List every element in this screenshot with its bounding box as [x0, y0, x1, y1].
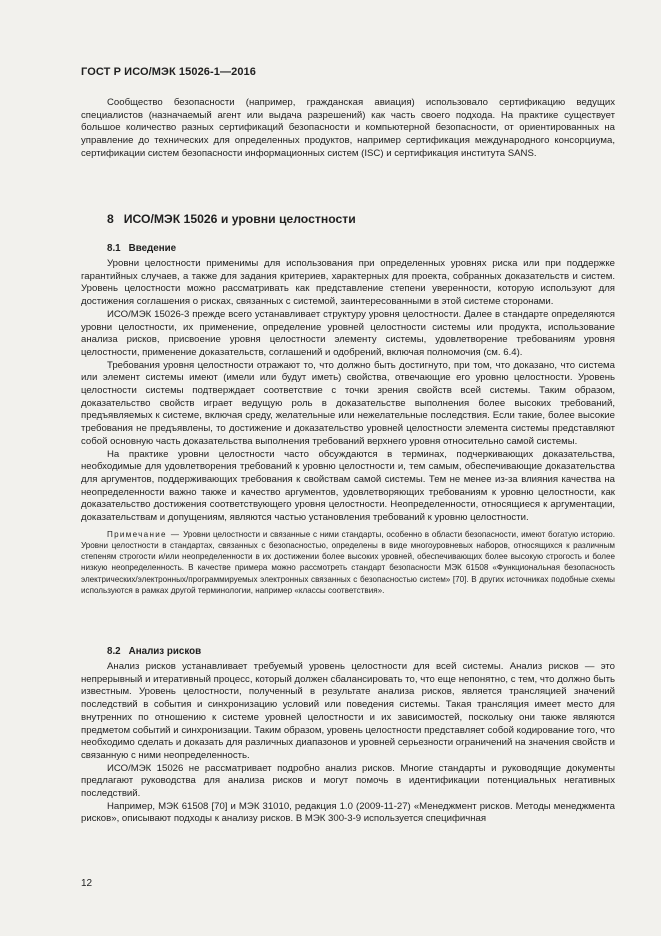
note-label: Примечание —	[107, 529, 181, 539]
section-8-2-number: 8.2	[107, 646, 121, 657]
page-number: 12	[81, 878, 93, 889]
note-text: Уровни целостности и связанные с ними стандарты, особенно в области безопасности, имеют богатую историю. Уровни целостности в стандартах, связанных с безопасностью, определены в виде многоуровневых наборов, относящихся к различным степеням строгости и/или неопределенности в их достижении более высоких уровней, обеспечивающих более высокую строгость и более низкую неопределенность. В качестве примера можно рассмотреть стандарт безопасности МЭК 61508 «Функциональная безопасность электрических/электронных/программируемых электронных связанных с безопасностью систем» [70]. В других источниках подобные схемы используются в рамках другой терминологии, например «классы соответствия».	[81, 529, 616, 595]
running-header: ГОСТ Р ИСО/МЭК 15026-1—2016	[81, 66, 256, 78]
intro-paragraph: Сообщество безопасности (например, гражданская авиация) использовало сертификацию ведущих специалистов (назначаемый агент или выдача разрешений) как часть своего подхода. На практике существует большое количество разных сертификаций безопасности и компьютерной безопасности, от ориентированных на управление до технических для определенных продуктов, например сертификация международного консорциума, сертификации систем безопасности информационных систем (ISC) и сертификация института SANS.	[81, 97, 615, 159]
section-8-2-body	[81, 661, 615, 826]
section-8-title: ИСО/МЭК 15026 и уровни целостности	[123, 212, 356, 226]
section-8-2-heading	[107, 646, 201, 657]
section-8-2-paragraph-1: Анализ рисков устанавливает требуемый уровень целостности для всей системы. Анализ рисков — это непрерывный и итеративный процесс, который должен сбалансировать то, что еще непонятно, с тем, что должно быть известным. Уровень целостности, полученный в результате анализа рисков, является трансляцией значений последствий в события и синхронизацию условий или поведения системы. Такая трансляция имеет место для внутренних по отношению к системе уровней целостности и их зависимостей, поскольку они также являются предметом событий и синхронизации. Таким образом, уровень целостности представляет собой кодирование того, что необходимо сделать и доказать для различных диапазонов и уровней серьезности ограничений на значения свойств и связанную с ними неопределенность.	[81, 661, 615, 761]
section-8-heading	[107, 212, 356, 226]
section-8-1-paragraph-3: Требования уровня целостности отражают то, что должно быть достигнуто, при том, что доказано, что система или элемент системы имеют (имели или будут иметь) свойства, отвечающие его уровню целостности. Уровень целостности системы подтверждает соответствие с точки зрения свойств всей системы. Таким образом, доказательство свойств играет ведущую роль в доказательстве выполнения более высоких требований, предъявляемых к системе, включая среду, желательные или нежелательные последствия. Если такие, более высокие требования не предъявлены, то достижение и доказательство уровней целостности элемента системы представляют собой основную часть доказательства выполнения требований верхнего уровня относительно самой системы.	[81, 359, 615, 447]
section-8-2-paragraph-2: ИСО/МЭК 15026 не рассматривает подробно анализ рисков. Многие стандарты и руководящие документы предлагают руководства для анализа рисков и могут помочь в идентификации потенциальных негативных последствий.	[81, 762, 615, 800]
section-8-1-paragraph-1: Уровни целостности применимы для использования при определенных уровнях риска или при поддержке гарантийных случаев, а также для задания критериев, характерных для проекта, собранных доказательств и систем. Уровень целостности можно рассматривать как представление степени уверенности, которую используют для достижения соглашения о рисках, связанных с системой, заинтересованными в этой системе сторонами.	[81, 258, 615, 308]
section-8-1-number: 8.1	[107, 243, 121, 254]
section-8-1-paragraph-2: ИСО/МЭК 15026-3 прежде всего устанавливает структуру уровня целостности. Далее в стандарте определяются уровни целостности, их применение, определение уровней целостности системы или продукта, использование анализа рисков, присвоение уровня целостности элементу системы, удовлетворение требованиям уровня целостности, применение доказательств, соглашений и одобрений, включая полномочия (см. 6.4).	[81, 308, 615, 358]
section-8-2-title: Анализ рисков	[128, 646, 202, 657]
section-8-2-paragraph-3: Например, МЭК 61508 [70] и МЭК 31010, редакция 1.0 (2009-11-27) «Менеджмент рисков. Методы менеджмента рисков», описывают подходы к анализу рисков. В МЭК 300-3-9 используется специфичная	[81, 800, 615, 825]
intro-block	[81, 97, 615, 161]
section-8-1-body	[81, 258, 615, 596]
section-8-1-paragraph-4: На практике уровни целостности часто обсуждаются в терминах, подчеркивающих доказательства, необходимые для удовлетворения требований к уровню целостности и, тем самым, обеспечивающие доказательства для аргументов, поддерживающих требования к свойствам самой системы. Тем не менее из-за влияния качества на неопределенности важно также и качество аргументов, удовлетворяющих требованиям к уровню целостности, как доказательство достижения соответствующего уровня целостности. Неопределенности, относящиеся к аргументации, доказательствам и допущениям, являются частью установления требований к уровню целостности.	[81, 448, 615, 524]
section-8-1-title: Введение	[128, 243, 177, 254]
section-8-1-note	[81, 529, 615, 596]
section-8-1-heading	[107, 243, 176, 254]
section-8-number: 8	[107, 212, 114, 226]
